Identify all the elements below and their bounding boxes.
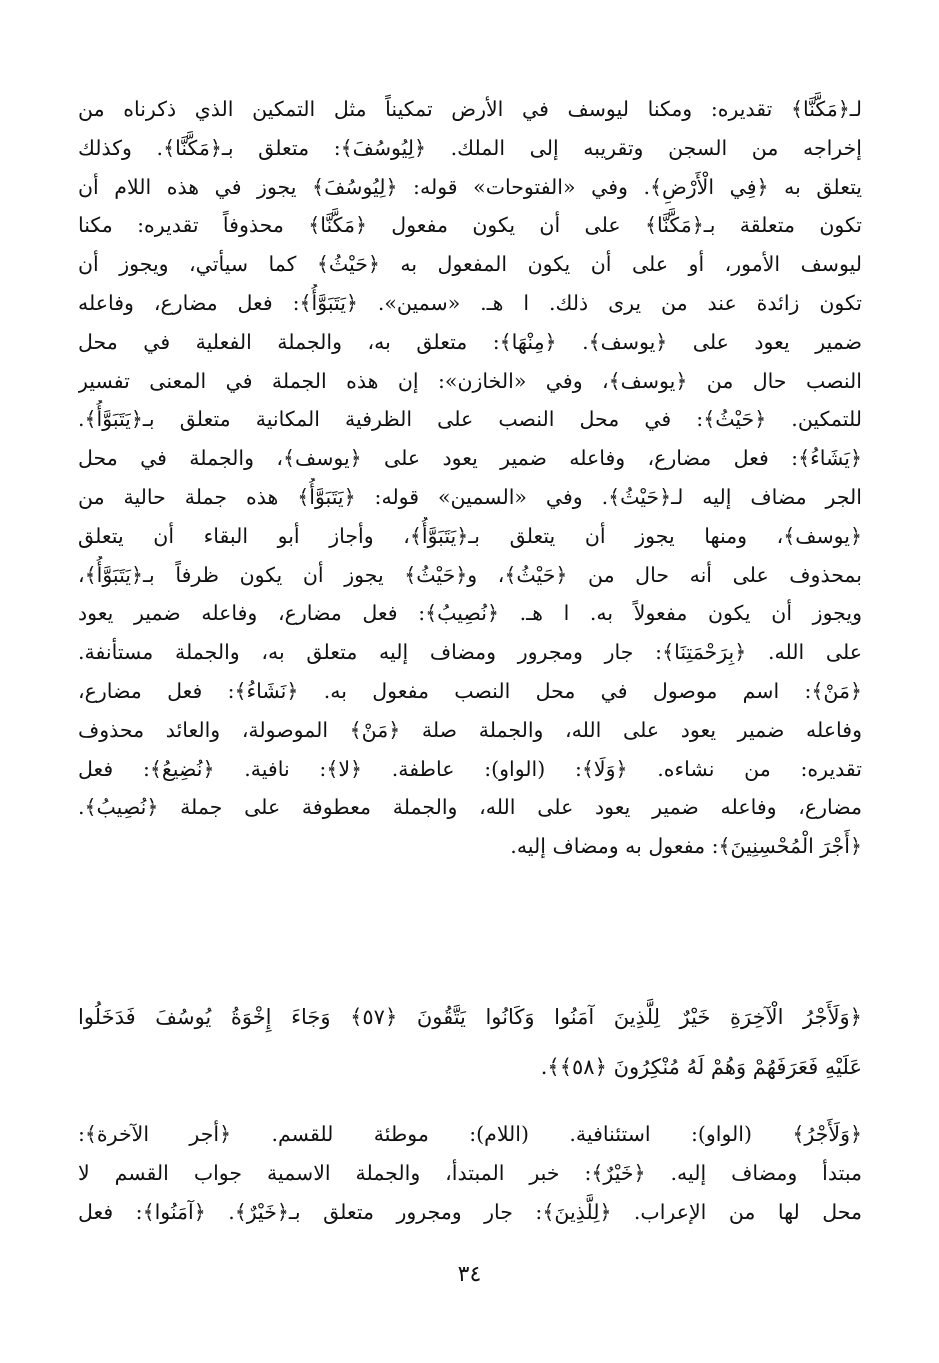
- text-line: تقديره: من نشاءه. ﴿وَلَا﴾: (الواو): عاطفة. ﴿لا﴾: نافية. ﴿نُضِيعُ﴾: فعل: [78, 756, 862, 781]
- verse-line: عَلَيْهِ فَعَرَفَهُمْ وَهُمْ لَهُ مُنْكِرُونَ ﴿٥٨﴾﴾.: [540, 1055, 862, 1079]
- text-line: للتمكين. ﴿حَيْثُ﴾: في محل النصب على الظرفية المكانية متعلق بـ﴿يَتَبَوَّأُ﴾.: [78, 407, 862, 432]
- text-line: النصب حال من ﴿يوسف﴾، وفي «الخازن»: إن هذه الجملة في المعنى تفسير: [78, 368, 862, 393]
- text-line: ﴿أَجْرَ الْمُحْسِنِينَ﴾: مفعول به ومضاف إليه.: [510, 834, 862, 859]
- text-line: ﴿يَشَاءُ﴾: فعل مضارع، وفاعله ضمير يعود على ﴿يوسف﴾، والجملة في محل: [78, 446, 862, 471]
- text-line: ﴿مَنْ﴾: اسم موصول في محل النصب مفعول به. ﴿نَشَاءُ﴾: فعل مضارع،: [78, 678, 862, 703]
- text-line: الجر مضاف إليه لـ﴿حَيْثُ﴾. وفي «السمين» قوله: ﴿يَتَبَوَّأُ﴾ هذه جملة حالية من: [78, 484, 862, 509]
- text-line: ليوسف الأمور، أو على أن يكون المفعول به ﴿حَيْثُ﴾ كما سيأتي، ويجوز أن: [78, 252, 862, 277]
- quran-verse: [78, 992, 862, 1092]
- commentary-paragraph-1: [78, 90, 862, 866]
- text-line: على الله. ﴿بِرَحْمَتِنَا﴾: جار ومجرور ومضاف إليه متعلق به، والجملة مستأنفة.: [78, 640, 862, 665]
- text-line: مضارع، وفاعله ضمير يعود على الله، والجملة معطوفة على جملة ﴿نُصِيبُ﴾.: [78, 795, 862, 820]
- text-line: بمحذوف على أنه حال من ﴿حَيْثُ﴾، و﴿حَيْثُ﴾ يجوز أن يكون ظرفاً بـ﴿يَتَبَوَّأُ﴾،: [78, 562, 862, 587]
- text-line: يتعلق به ﴿فِي الْأَرْضِ﴾. وفي «الفتوحات» قوله: ﴿لِيُوسُفَ﴾ يجوز في هذه اللام أن: [78, 174, 862, 199]
- text-line: مبتدأ ومضاف إليه. ﴿خَيْرٌ﴾: خبر المبتدأ، والجملة الاسمية جواب القسم لا: [78, 1160, 862, 1185]
- text-line: ﴿وَلَأَجْرُ﴾ (الواو): استئنافية. (اللام): موطئة للقسم. ﴿أجر الآخرة﴾:: [78, 1122, 862, 1146]
- commentary-paragraph-2: [78, 1115, 862, 1231]
- text-line: ضمير يعود على ﴿يوسف﴾. ﴿مِنْهَا﴾: متعلق به، والجملة الفعلية في محل: [78, 329, 862, 354]
- text-line: تكون زائدة عند من يرى ذلك. ا هـ. «سمين». ﴿يَتَبَوَّأُ﴾: فعل مضارع، وفاعله: [78, 290, 862, 315]
- text-line: تكون متعلقة بـ﴿مَكَّنَّا﴾ على أن يكون مفعول ﴿مَكَّنَّا﴾ محذوفاً تقديره: مكنا: [78, 213, 862, 238]
- text-line: ﴿يوسف﴾، ومنها يجوز أن يتعلق بـ﴿يَتَبَوَّأُ﴾، وأجاز أبو البقاء أن يتعلق: [78, 523, 862, 548]
- text-line: لـ﴿مَكَّنَّا﴾ تقديره: ومكنا ليوسف في الأرض تمكيناً مثل التمكين الذي ذكرناه من: [78, 97, 862, 121]
- text-line: ويجوز أن يكون مفعولاً به. ا هـ. ﴿نُصِيبُ﴾: فعل مضارع، وفاعله ضمير يعود: [78, 601, 862, 626]
- text-line: محل لها من الإعراب. ﴿لِلَّذِينَ﴾: جار ومجرور متعلق بـ﴿خَيْرٌ﴾. ﴿آمَنُوا﴾: فعل: [78, 1199, 862, 1224]
- text-line: وفاعله ضمير يعود على الله، والجملة صلة ﴿مَنْ﴾ الموصولة، والعائد محذوف: [78, 717, 862, 742]
- page-number: ٣٤: [457, 1262, 482, 1287]
- text-line: إخراجه من السجن وتقريبه إلى الملك. ﴿لِيُوسُفَ﴾: متعلق بـ﴿مَكَّنَّا﴾. وكذلك: [78, 135, 862, 160]
- verse-line: ﴿وَلَأَجْرُ الْآخِرَةِ خَيْرٌ لِلَّذِينَ آمَنُوا وَكَانُوا يَتَّقُونَ ﴿٥٧﴾ وَجَاءَ إِخْوَةُ يُوسُفَ فَدَخَلُوا: [78, 1005, 862, 1029]
